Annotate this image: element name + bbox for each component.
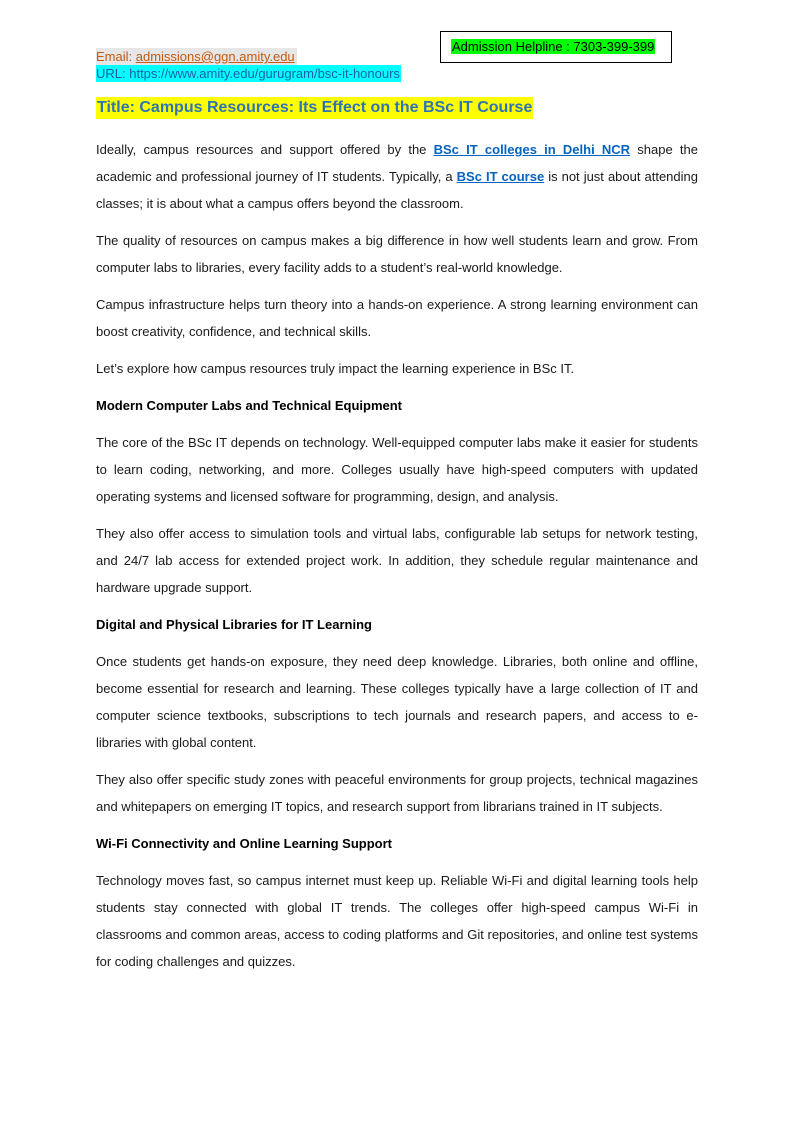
page-title: Title: Campus Resources: Its Effect on the BSc IT Course: [96, 97, 533, 119]
admission-helpline: Admission Helpline : 7303-399-399: [452, 39, 655, 54]
intro-paragraph-1: [96, 136, 698, 217]
contact-info: [96, 48, 401, 82]
wifi-paragraph-1: Technology moves fast, so campus internet must keep up. Reliable Wi-Fi and digital learning tools help students stay connected with global IT trends. The colleges offer high-speed campus Wi-Fi in classrooms and common areas, access to coding platforms and Git repositories, and online test systems for coding challenges and quizzes.: [96, 873, 698, 969]
url-line[interactable]: URL: https://www.amity.edu/gurugram/bsc-it-honours: [96, 66, 400, 81]
section-heading-libraries: Digital and Physical Libraries for IT Learning: [96, 617, 372, 632]
intro-text-c: is not just about attending classes; it is about what a campus offers beyond the classroom.: [96, 169, 698, 211]
labs-paragraph-1: The core of the BSc IT depends on technology. Well-equipped computer labs make it easier for students to learn coding, networking, and more. Colleges usually have high-speed computers with updated operating systems and licensed software for programming, design, and analysis.: [96, 435, 698, 504]
libraries-paragraph-1: Once students get hands-on exposure, they need deep knowledge. Libraries, both online and offline, become essential for research and learning. These colleges typically have a large collection of IT and computer science textbooks, subscriptions to tech journals and research papers, and access to e-libraries with global content.: [96, 654, 698, 750]
labs-paragraph-2: They also offer access to simulation tools and virtual labs, configurable lab setups for network testing, and 24/7 lab access for extended project work. In addition, they schedule regular maintenance and hardware upgrade support.: [96, 526, 698, 595]
intro-text-a: Ideally, campus resources and support offered by the: [96, 142, 434, 157]
libraries-paragraph-2: They also offer specific study zones with peaceful environments for group projects, technical magazines and whitepapers on emerging IT topics, and research support from librarians trained in IT subjects.: [96, 772, 698, 814]
bsc-it-course-link[interactable]: BSc IT course: [456, 169, 545, 184]
intro-paragraph-4: Let’s explore how campus resources truly impact the learning experience in BSc IT.: [96, 361, 575, 376]
email-label: Email:: [96, 49, 136, 64]
intro-paragraph-2: The quality of resources on campus makes a big difference in how well students learn and grow. From computer labs to libraries, every facility adds to a student’s real-world knowledge.: [96, 233, 698, 275]
intro-text-b: shape the academic and professional journey of IT students. Typically, a: [96, 142, 698, 184]
email-line: [96, 48, 297, 65]
admission-helpline-box: [440, 31, 672, 63]
section-heading-labs: Modern Computer Labs and Technical Equipment: [96, 398, 403, 413]
bsc-it-colleges-link[interactable]: BSc IT colleges in Delhi NCR: [433, 142, 631, 157]
document-body: [96, 136, 698, 985]
intro-paragraph-3: Campus infrastructure helps turn theory into a hands-on experience. A strong learning environment can boost creativity, confidence, and technical skills.: [96, 297, 698, 339]
section-heading-wifi: Wi-Fi Connectivity and Online Learning Support: [96, 836, 392, 851]
email-link[interactable]: admissions@ggn.amity.edu: [135, 49, 295, 64]
